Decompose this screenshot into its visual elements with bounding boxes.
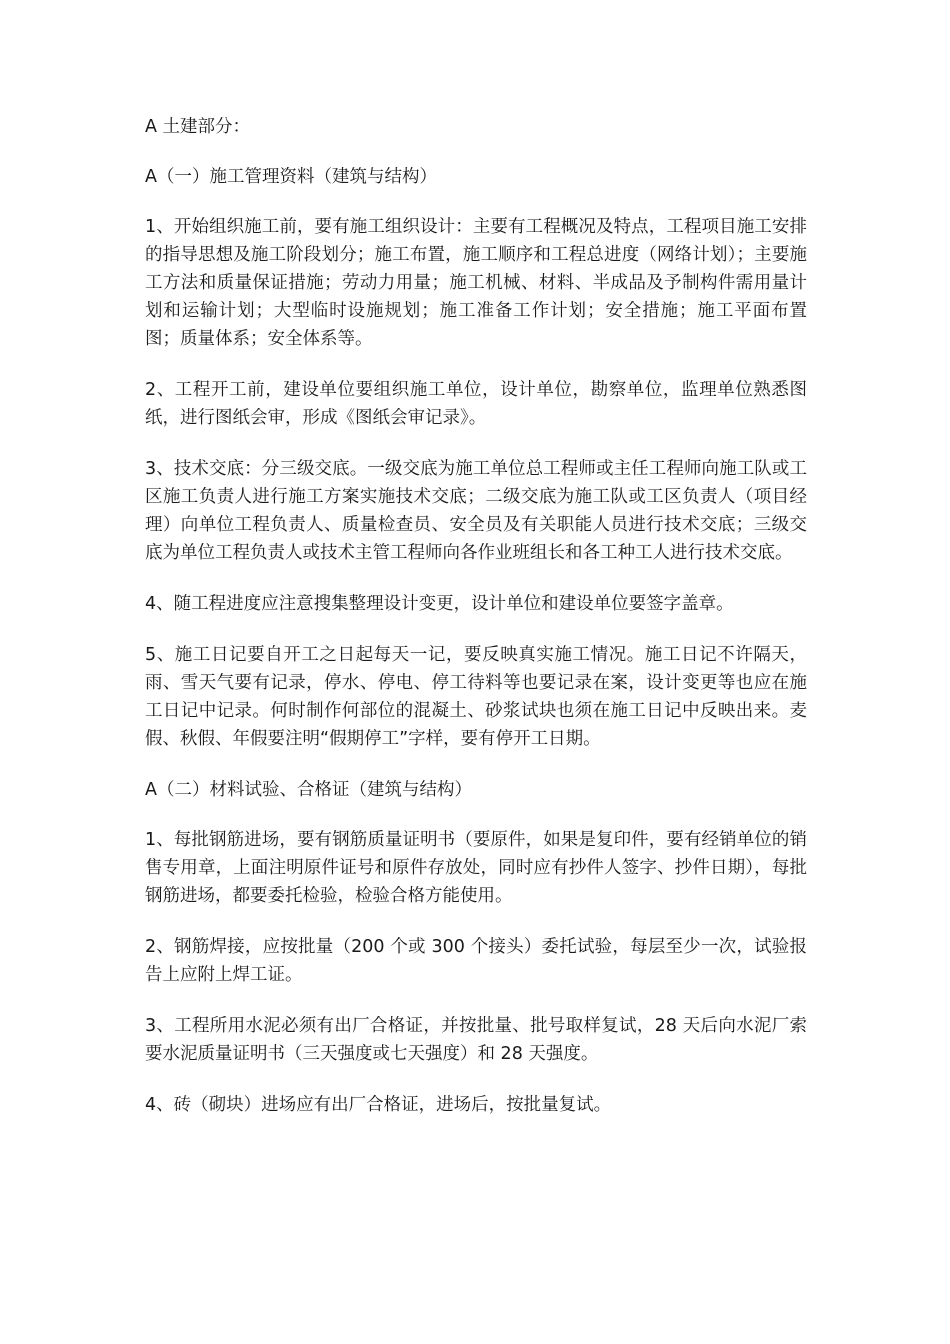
document-body <box>145 113 807 1142</box>
paragraph-2-4: 4、砖（砌块）进场应有出厂合格证，进场后，按批量复试。 <box>145 1095 612 1115</box>
document-title: A 土建部分： <box>145 117 251 137</box>
paragraph-2-2: 2、钢筋焊接，应按批量（200 个或 300 个接头）委托试验，每层至少一次，试验报告上应附上焊工证。 <box>145 937 807 985</box>
paragraph-1-2: 2、工程开工前，建设单位要组织施工单位，设计单位，勘察单位，监理单位熟悉图纸，进行图纸会审，形成《图纸会审记录》。 <box>145 380 807 428</box>
paragraph-2-3: 3、工程所用水泥必须有出厂合格证，并按批量、批号取样复试，28 天后向水泥厂索要水泥质量证明书（三天强度或七天强度）和 28 天强度。 <box>145 1016 807 1064</box>
section-heading-1: A（一）施工管理资料（建筑与结构） <box>145 167 437 187</box>
section-heading-2: A（二）材料试验、合格证（建筑与结构） <box>145 780 472 800</box>
paragraph-2-1: 1、每批钢筋进场，要有钢筋质量证明书（要原件，如果是复印件，要有经销单位的销售专用章，上面注明原件证号和原件存放处，同时应有抄件人签字、抄件日期），每批钢筋进场，都要委托检验，检验合格方能使用。 <box>145 830 807 906</box>
paragraph-1-4: 4、随工程进度应注意搜集整理设计变更，设计单位和建设单位要签字盖章。 <box>145 594 734 614</box>
paragraph-1-3: 3、技术交底：分三级交底。一级交底为施工单位总工程师或主任工程师向施工队或工区施工负责人进行施工方案实施技术交底；二级交底为施工队或工区负责人（项目经理）向单位工程负责人、质量检查员、安全员及有关职能人员进行技术交底；三级交底为单位工程负责人或技术主管工程师向各作业班组长和各工种工人进行技术交底。 <box>145 459 807 563</box>
paragraph-1-1: 1、开始组织施工前，要有施工组织设计：主要有工程概况及特点，工程项目施工安排的指导思想及施工阶段划分；施工布置，施工顺序和工程总进度（网络计划）；主要施工方法和质量保证措施；劳动力用量；施工机械、材料、半成品及予制构件需用量计划和运输计划；大型临时设施规划；施工准备工作计划；安全措施；施工平面布置图；质量体系；安全体系等。 <box>145 217 807 349</box>
paragraph-1-5: 5、施工日记要自开工之日起每天一记，要反映真实施工情况。施工日记不许隔天，雨、雪天气要有记录，停水、停电、停工待料等也要记录在案，设计变更等也应在施工日记中记录。何时制作何部位的混凝土、砂浆试块也须在施工日记中反映出来。麦假、秋假、年假要注明“假期停工”字样，要有停开工日期。 <box>145 645 807 749</box>
